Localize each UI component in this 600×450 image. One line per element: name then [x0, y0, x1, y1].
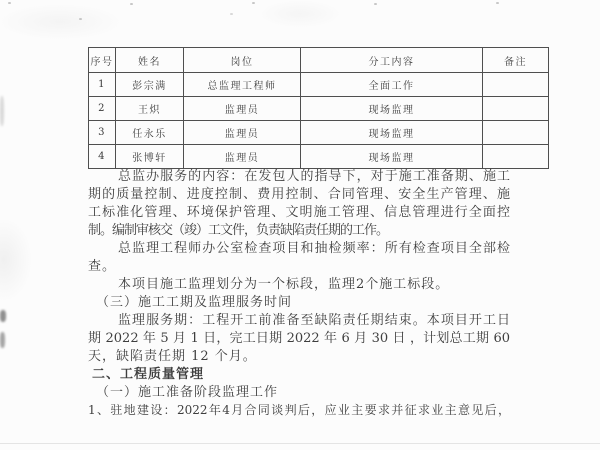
table-header-cell: 岗位 — [184, 48, 301, 73]
table-cell: 现场监理 — [301, 145, 483, 169]
scan-smudge — [0, 96, 4, 126]
table-header-row — [89, 48, 549, 73]
table-row — [89, 73, 549, 97]
text-line: 总监办服务的内容：在发包人的指导下，对于施工准备期、施工 — [118, 169, 510, 184]
text-line: 期 2022 年 5 月 1 日，完工日期 2022 年 6 月 30 日 ，计划总工期 60 — [88, 331, 510, 346]
table-header-cell: 分工内容 — [301, 48, 483, 73]
table-cell: 1 — [89, 73, 116, 97]
scan-speck — [79, 18, 82, 20]
scan-smudge — [0, 332, 5, 348]
table-cell — [483, 97, 549, 121]
scan-speck — [496, 2, 499, 4]
text-line: 1、驻地建设：2022年4月合同谈判后，应业主要求并征求业主意见后， — [88, 403, 510, 417]
table-cell: 任永乐 — [116, 121, 184, 145]
table-cell: 彭宗满 — [116, 73, 184, 97]
text-line: 本项目施工监理划分为一个标段，监理2个施工标段。 — [118, 277, 450, 292]
table-header-cell: 序号 — [89, 48, 116, 73]
text-line: 制。编制审核交（竣）工文件，负责缺陷责任期的工作。 — [88, 223, 389, 238]
staff-table-body — [89, 48, 549, 169]
table-cell: 总监理工程师 — [184, 73, 301, 97]
text-line: （一）施工准备阶段监理工作 — [96, 385, 279, 400]
text-line: 期的质量控制、进度控制、费用控制、合同管理、安全生产管理、施 — [88, 187, 510, 202]
document-text — [88, 168, 510, 420]
table-cell: 王炽 — [116, 97, 184, 121]
table-row — [89, 97, 549, 121]
table-cell — [483, 121, 549, 145]
table-row — [89, 121, 549, 145]
scan-speck — [130, 3, 133, 5]
scan-edge-line — [0, 443, 600, 444]
table-cell — [483, 145, 549, 169]
staff-table — [88, 47, 549, 169]
table-cell — [483, 73, 549, 97]
table-cell: 4 — [89, 145, 116, 169]
table-cell: 现场监理 — [301, 121, 483, 145]
text-line: 天，缺陷责任期 12 个月。 — [88, 349, 257, 364]
scan-speck — [252, 2, 255, 4]
scan-smudge — [0, 310, 6, 322]
text-line: 总监理工程师办公室检查项目和抽检频率：所有检查项目全部检 — [118, 241, 510, 256]
table-cell: 监理员 — [184, 121, 301, 145]
table-cell: 监理员 — [184, 97, 301, 121]
scan-speck — [8, 2, 11, 4]
table-cell: 监理员 — [184, 145, 301, 169]
table-cell: 现场监理 — [301, 97, 483, 121]
table-header-cell: 姓名 — [116, 48, 184, 73]
text-line: 二、工程质量管理 — [92, 367, 205, 382]
table-header-cell: 备注 — [483, 48, 549, 73]
table-cell: 2 — [89, 97, 116, 121]
scan-speck — [230, 13, 233, 15]
text-line: 查。 — [88, 259, 117, 274]
table-row — [89, 145, 549, 169]
scan-speck — [374, 3, 377, 5]
text-line: （三）施工工期及监理服务时间 — [96, 295, 293, 310]
text-line: 工标准化管理、环境保护管理、文明施工管理、信息管理进行全面控 — [88, 205, 510, 220]
table-cell: 3 — [89, 121, 116, 145]
table-cell: 全面工作 — [301, 73, 483, 97]
text-line: 监理服务期：工程开工前准备至缺陷责任期结束。本项目开工日 — [118, 313, 510, 328]
table-cell: 张博轩 — [116, 145, 184, 169]
